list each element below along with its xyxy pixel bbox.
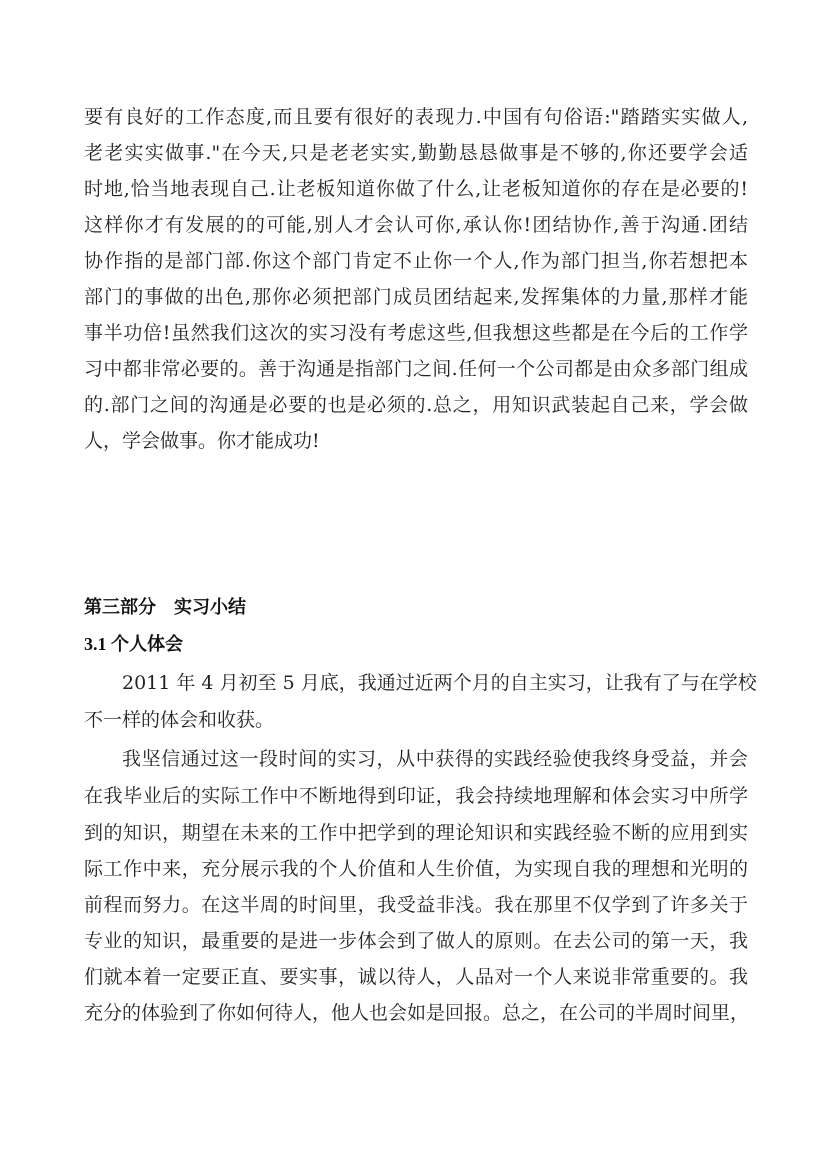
- text-line: 事半功倍!虽然我们这次的实习没有考虑这些,但我想这些都是在今后的工作学: [84, 322, 748, 344]
- text-line: 前程而努力。在这半周的时间里，我受益非浅。我在那里不仅学到了许多关于: [84, 894, 748, 916]
- text-line: 时地,恰当地表现自己.让老板知道你做了什么,让老板知道你的存在是必要的!: [84, 178, 748, 200]
- text-line: 习中都非常必要的。善于沟通是指部门之间.任何一个公司都是由众多部门组成: [84, 358, 748, 380]
- section-heading: 第三部分 实习小结: [84, 597, 246, 617]
- text-line: 的.部门之间的沟通是必要的也是必须的.总之，用知识武装起自己来，学会做: [84, 394, 748, 416]
- text-line: 这样你才有发展的的可能,别人才会认可你,承认你!团结协作,善于沟通.团结: [84, 214, 748, 236]
- text-line: 协作指的是部门部.你这个部门肯定不止你一个人,作为部门担当,你若想把本: [84, 250, 748, 272]
- text-line: 们就本着一定要正直、要实事，诚以待人，人品对一个人来说非常重要的。我: [84, 966, 748, 988]
- text-line: 要有良好的工作态度,而且要有很好的表现力.中国有句俗语:"踏踏实实做人,: [84, 106, 748, 128]
- text-line: 2011 年 4 月初至 5 月底，我通过近两个月的自主实习，让我有了与在学校: [122, 672, 757, 694]
- text-line: 部门的事做的出色,那你必须把部门成员团结起来,发挥集体的力量,那样才能: [84, 286, 748, 308]
- text-line: 到的知识，期望在未来的工作中把学到的理论知识和实践经验不断的应用到实: [84, 822, 748, 844]
- text-line: 在我毕业后的实际工作中不断地得到印证，我会持续地理解和体会实习中所学: [84, 785, 748, 807]
- text-line: 人，学会做事。你才能成功!: [84, 430, 320, 452]
- text-line: 专业的知识，最重要的是进一步体会到了做人的原则。在去公司的第一天，我: [84, 930, 748, 952]
- text-line: 充分的体验到了你如何待人，他人也会如是回报。总之，在公司的半周时间里，: [84, 1002, 750, 1024]
- text-line: 老老实实做事."在今天,只是老老实实,勤勤恳恳做事是不够的,你还要学会适: [84, 142, 748, 164]
- text-line: 际工作中来，充分展示我的个人价值和人生价值，为实现自我的理想和光明的: [84, 858, 748, 880]
- text-line: 不一样的体会和收获。: [84, 709, 275, 731]
- subsection-heading: 3.1 个人体会: [84, 634, 183, 654]
- text-line: 我坚信通过这一段时间的实习，从中获得的实践经验使我终身受益，并会: [122, 748, 748, 770]
